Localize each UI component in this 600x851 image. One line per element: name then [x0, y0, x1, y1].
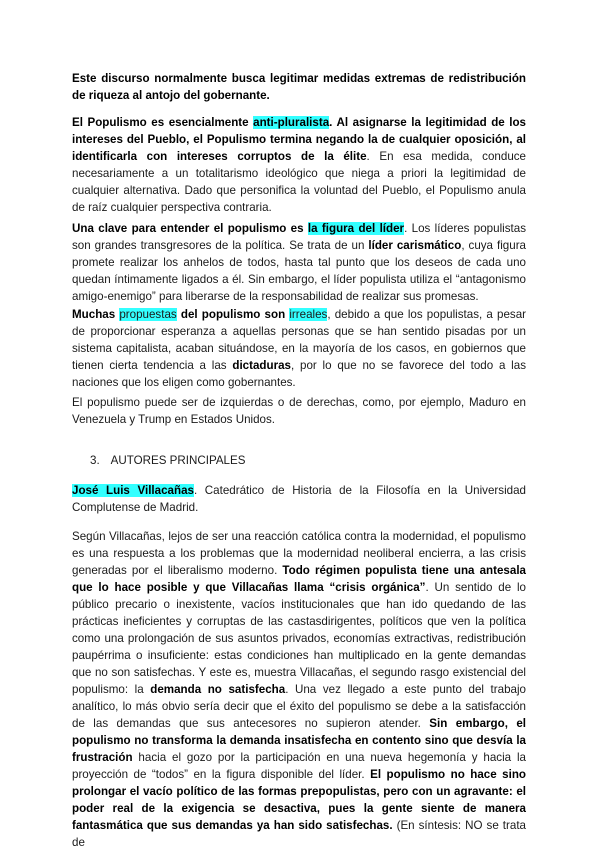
body-text: , cuya figura promete realizar los anhelos de todos, hasta tal punto que los deseos de cada uno quedan íntimamente ligados a él. Sin embargo, el líder populista utiliza el “antagonismo amigo-enemigo” para liberarse de la responsabilidad de realizar sus promesas.	[72, 239, 526, 303]
body-text: El populismo puede ser de izquierdas o de derechas, como, por ejemplo, Maduro en Venezuela y Trump en Estados Unidos.	[72, 396, 526, 426]
bold-text: Muchas	[72, 308, 120, 321]
paragraph-redistribution	[72, 70, 526, 104]
body-text: . Un sentido de lo público precario o inexistente, vacíos institucionales que han ido quedando de las prácticas ineficientes y corruptas de las castasdirigentes, políticos que ven la política como una prolongación de sus asuntos privados, economías extractivas, redistribución paupérrima o insuficiente: estas condiciones han multiplicado en la gente demandas que no son satisfechas. Y este es, muestra Villacañas, el segundo rasgo existencial del populismo: la	[72, 581, 526, 696]
bold-text: El populismo no hace sino prolongar el vacío político de las formas prepopulistas, pero con un agravante: el poder real de la exigencia se desactiva, pues la gente siente de manera fantasmática que sus demandas ya han sido satisfechas.	[72, 768, 526, 832]
bold-text: del populismo son	[176, 308, 290, 321]
bold-text: Una clave para entender el populismo es	[72, 222, 308, 235]
paragraph-leader-figure	[72, 220, 526, 305]
paragraph-anti-pluralism	[72, 114, 526, 216]
section-number: 3.	[90, 454, 100, 467]
body-text: . Catedrático de Historia de la Filosofía en la Universidad Complutense de Madrid.	[72, 484, 526, 514]
highlighted-term: irreales	[289, 308, 328, 321]
highlighted-term: la figura del líder	[307, 222, 405, 235]
body-text: Según Villacañas, lejos de ser una reacción católica contra la modernidad, el populismo es una respuesta a los problemas que la modernidad neoliberal encierra, a las crisis generadas por el liberalismo moderno.	[72, 530, 526, 577]
bold-text: Sin embargo, el populismo no transforma la demanda insatisfecha en contento sino que desvía la frustración	[72, 717, 526, 764]
body-text: . Los líderes populistas son grandes transgresores de la política. Se trata de un	[72, 222, 526, 252]
body-text: (En síntesis: NO se trata de	[72, 819, 526, 849]
paragraph-author-villacanas	[72, 482, 526, 516]
paragraph-villacanas-theory	[72, 528, 526, 851]
bold-text: élite	[343, 150, 367, 163]
highlighted-term: anti-pluralista	[253, 116, 330, 129]
bold-text: dictaduras	[232, 359, 291, 372]
bold-text: líder carismático	[368, 239, 462, 252]
section-heading	[90, 452, 245, 469]
bold-text: . Al asignarse la legitimidad de los intereses del Pueblo, el Populismo termina negando la de cualquier oposición, al identificarla con intereses corruptos de la	[72, 116, 527, 163]
highlighted-author-name: José Luis Villacañas	[72, 484, 194, 497]
section-title: AUTORES PRINCIPALES	[110, 454, 246, 467]
bold-text: Este discurso normalmente busca legitimar medidas extremas de redistribución de riqueza al antojo del gobernante.	[72, 72, 526, 102]
bold-text: Todo régimen populista tiene una antesala que lo hace posible y que Villacañas llama “crisis orgánica”	[72, 564, 526, 594]
highlighted-term: propuestas	[119, 308, 177, 321]
body-text: . En esa medida, conduce necesariamente a un totalitarismo ideológico que niega a priori la legitimidad de cualquier alternativa. Dado que personifica la voluntad del Pueblo, el Populismo anula de raíz cualquier perspectiva contraria.	[72, 150, 527, 214]
body-text: , por lo que no se favorece del todo a las naciones que los eligen como gobernantes.	[72, 359, 526, 389]
body-text: hacia el gozo por la participación en una nueva hegemonía y hacia la proyección de “todos” en la figura disponible del líder.	[72, 751, 526, 781]
paragraph-left-right	[72, 394, 526, 428]
body-text: . Una vez llegado a este punto del trabajo analítico, lo más obvio sería decir que el éxito del populismo se debe a la satisfacción de las demandas que sus antecesores no supieron atender.	[72, 683, 526, 730]
bold-text: demanda no satisfecha	[150, 683, 286, 696]
bold-text: El Populismo es esencialmente	[72, 116, 254, 129]
body-text: , debido a que los populistas, a pesar de proporcionar esperanza a aquellas personas que se han sentido pisadas por un sistema capitalista, acaban situándose, en la mayoría de los casos, en gobiernos que tienen cierta tendencia a las	[72, 308, 526, 372]
paragraph-unreal-proposals	[72, 306, 526, 391]
